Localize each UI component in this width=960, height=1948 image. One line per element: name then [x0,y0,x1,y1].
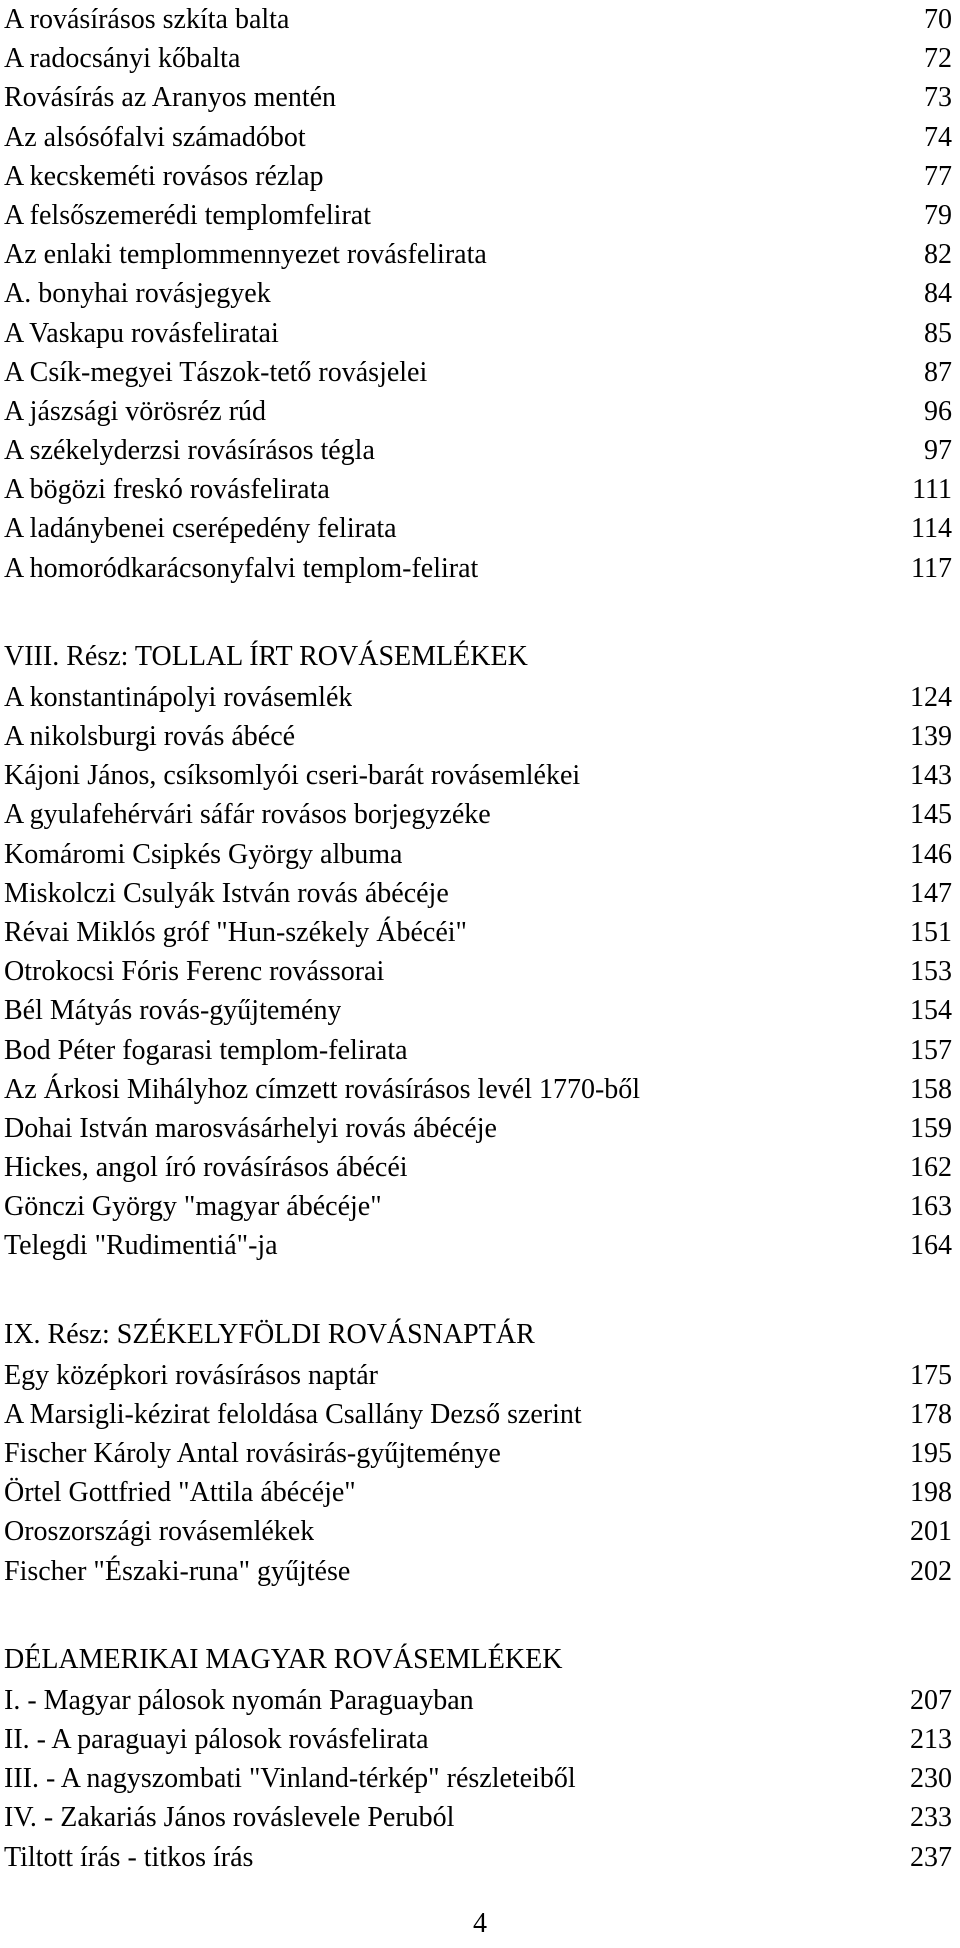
toc-entry-page: 117 [911,552,952,584]
toc-entry-page: 198 [910,1477,952,1509]
toc-entry-page: 147 [910,877,952,909]
toc-entry-title: Tiltott írás - titkos írás [4,1841,254,1873]
section-heading: IX. Rész: SZÉKELYFÖLDI ROVÁSNAPTÁR [4,1318,535,1350]
toc-entry [4,1070,956,1109]
toc-entry [4,470,956,509]
toc-entry-page: 151 [910,916,952,948]
toc-entry [4,835,956,874]
toc-entry-title: Örtel Gottfried "Attila ábécéje" [4,1477,356,1509]
section-spacer [4,1591,956,1638]
section-heading: DÉLAMERIKAI MAGYAR ROVÁSEMLÉKEK [4,1643,563,1675]
toc-entry-page: 207 [910,1684,952,1716]
toc-entry-title: A ladánybenei cserépedény felirata [4,513,397,545]
toc-entry-page: 114 [911,513,952,545]
section-spacer [4,588,956,635]
toc-entry-page: 77 [924,160,952,192]
toc-entry-title: A rovásírásos szkíta balta [4,4,290,35]
section-spacer [4,1266,956,1313]
toc-entry-page: 157 [910,1034,952,1066]
toc-entry [4,196,956,235]
toc-entry-title: A homoródkarácsonyfalvi templom-felirat [4,552,479,584]
toc-entry [4,1148,956,1187]
toc-section [4,0,956,588]
toc-entry-page: 213 [910,1723,952,1755]
toc-entry-title: Gönczi György "magyar ábécéje" [4,1191,382,1223]
toc-entry [4,1552,956,1591]
toc-entry-title: Kájoni János, csíksomlyói cseri-barát rovásemlékei [4,760,581,792]
toc-entry-title: A. bonyhai rovásjegyek [4,278,271,310]
section-heading: VIII. Rész: TOLLAL ÍRT ROVÁSEMLÉKEK [4,640,528,672]
toc-entry-page: 230 [910,1763,952,1795]
toc-entry [4,1356,956,1395]
toc-entry-page: 202 [910,1555,952,1587]
toc-entry-page: 139 [910,721,952,752]
toc-entry-title: Révai Miklós gróf "Hun-székely Ábécéi" [4,916,467,948]
toc-entry-title: Otrokocsi Fóris Ferenc rovássorai [4,956,385,988]
toc-entry-title: A felsőszemerédi templomfelirat [4,199,371,231]
toc-entry-page: 233 [910,1802,952,1834]
toc-entry-title: A Csík-megyei Tászok-tető rovásjelei [4,356,428,388]
toc-entry-page: 237 [910,1841,952,1873]
toc-entry-title: A gyulafehérvári sáfár rovásos borjegyzéke [4,799,491,831]
toc-entry-page: 96 [924,395,952,427]
toc-entry-title: Az alsósófalvi számadóbot [4,121,306,153]
toc-entry-title: Miskolczi Csulyák István rovás ábécéje [4,877,449,909]
toc-entry-page: 153 [910,956,952,988]
toc-entry-page: 79 [924,199,952,231]
toc-entry-page: 97 [924,435,952,467]
toc-entry [4,274,956,313]
toc-entry-title: Telegdi "Rudimentiá"-ja [4,1230,278,1262]
toc-entry-title: Rovásírás az Aranyos mentén [4,82,337,114]
toc-entry [4,314,956,353]
toc-entry-title: A székelyderzsi rovásírásos tégla [4,435,375,467]
toc-entry [4,1226,956,1265]
toc-entry [4,1759,956,1798]
toc-section [4,1591,956,1877]
toc-entry-title: Az enlaki templommennyezet rovásfelirata [4,239,487,271]
toc-entry [4,157,956,196]
toc-entry [4,549,956,588]
toc-entry [4,678,956,717]
toc-entry [4,509,956,548]
toc-section [4,588,956,1266]
toc-section [4,1266,956,1591]
page-number: 4 [473,1908,487,1939]
toc-entry [4,118,956,157]
toc-entry [4,952,956,991]
toc-entry [4,39,956,78]
toc-entry-title: Bod Péter fogarasi templom-felirata [4,1034,408,1066]
toc-entry-page: 87 [924,356,952,388]
toc-entry-title: Az Árkosi Mihályhoz címzett rovásírásos levél 1770-ből [4,1073,641,1105]
toc-entry [4,1031,956,1070]
toc-entry-title: Fischer Károly Antal rovásirás-gyűjteménye [4,1438,501,1469]
toc-entry-page: 84 [924,278,952,310]
toc-entry-title: A bögözi freskó rovásfelirata [4,474,330,506]
toc-entry-title: A jászsági vörösréz rúd [4,395,267,427]
toc-entry-title: Oroszországi rovásemlékek [4,1516,315,1548]
toc-entry [4,431,956,470]
toc-entry-title: Fischer "Északi-runa" gyűjtése [4,1555,351,1587]
table-of-contents [4,0,956,1877]
toc-entry [4,717,956,756]
toc-entry-title: A konstantinápolyi rovásemlék [4,681,353,713]
toc-entry-page: 158 [910,1073,952,1105]
toc-entry-title: A kecskeméti rovásos rézlap [4,160,324,192]
toc-entry-title: Dohai István marosvásárhelyi rovás ábécéje [4,1112,497,1144]
toc-entry-title: Bél Mátyás rovás-gyűjtemény [4,995,342,1027]
toc-entry [4,1109,956,1148]
toc-entry-title: A radocsányi kőbalta [4,43,241,75]
toc-entry-title: Egy középkori rovásírásos naptár [4,1359,378,1391]
toc-entry-page: 72 [924,43,952,75]
toc-entry-title: I. - Magyar pálosok nyomán Paraguayban [4,1684,474,1716]
toc-entry-page: 154 [910,995,952,1027]
toc-entry-page: 159 [910,1112,952,1144]
toc-entry-page: 124 [910,681,952,713]
toc-entry-page: 162 [910,1152,952,1184]
toc-entry-title: A Vaskapu rovásfeliratai [4,317,279,349]
toc-entry-page: 82 [924,239,952,271]
toc-entry-title: Komáromi Csipkés György albuma [4,838,403,870]
toc-entry [4,1681,956,1720]
toc-entry [4,756,956,795]
toc-entry [4,795,956,834]
toc-entry-page: 145 [910,799,952,831]
toc-entry [4,1395,956,1434]
toc-entry-title: Hickes, angol író rovásírásos ábécéi [4,1152,408,1184]
toc-entry-page: 163 [910,1191,952,1223]
toc-entry [4,353,956,392]
toc-entry-page: 195 [910,1438,952,1469]
toc-entry-title: III. - A nagyszombati "Vinland-térkép" részleteiből [4,1763,576,1795]
toc-entry [4,1473,956,1512]
toc-entry [4,392,956,431]
toc-entry [4,913,956,952]
toc-entry [4,235,956,274]
toc-entry-page: 143 [910,760,952,792]
toc-entry-page: 85 [924,317,952,349]
toc-entry-page: 111 [912,474,952,506]
toc-entry-page: 201 [910,1516,952,1548]
toc-entry-title: A nikolsburgi rovás ábécé [4,721,296,752]
toc-entry [4,1720,956,1759]
toc-entry [4,1798,956,1837]
toc-entry [4,1512,956,1551]
toc-entry-title: A Marsigli-kézirat feloldása Csallány Dezső szerint [4,1398,582,1430]
toc-entry [4,78,956,117]
toc-entry-page: 175 [910,1359,952,1391]
toc-entry [4,1838,956,1877]
toc-entry [4,1187,956,1226]
toc-entry [4,0,956,39]
toc-entry-page: 73 [924,82,952,114]
toc-entry [4,874,956,913]
toc-entry-title: II. - A paraguayi pálosok rovásfelirata [4,1723,429,1755]
toc-entry-title: IV. - Zakariás János rováslevele Peruból [4,1802,455,1834]
toc-entry-page: 164 [910,1230,952,1262]
toc-entry-page: 74 [924,121,952,153]
toc-entry [4,991,956,1030]
toc-entry-page: 146 [910,838,952,870]
toc-entry-page: 70 [924,4,952,35]
toc-entry-page: 178 [910,1398,952,1430]
toc-entry [4,1434,956,1473]
